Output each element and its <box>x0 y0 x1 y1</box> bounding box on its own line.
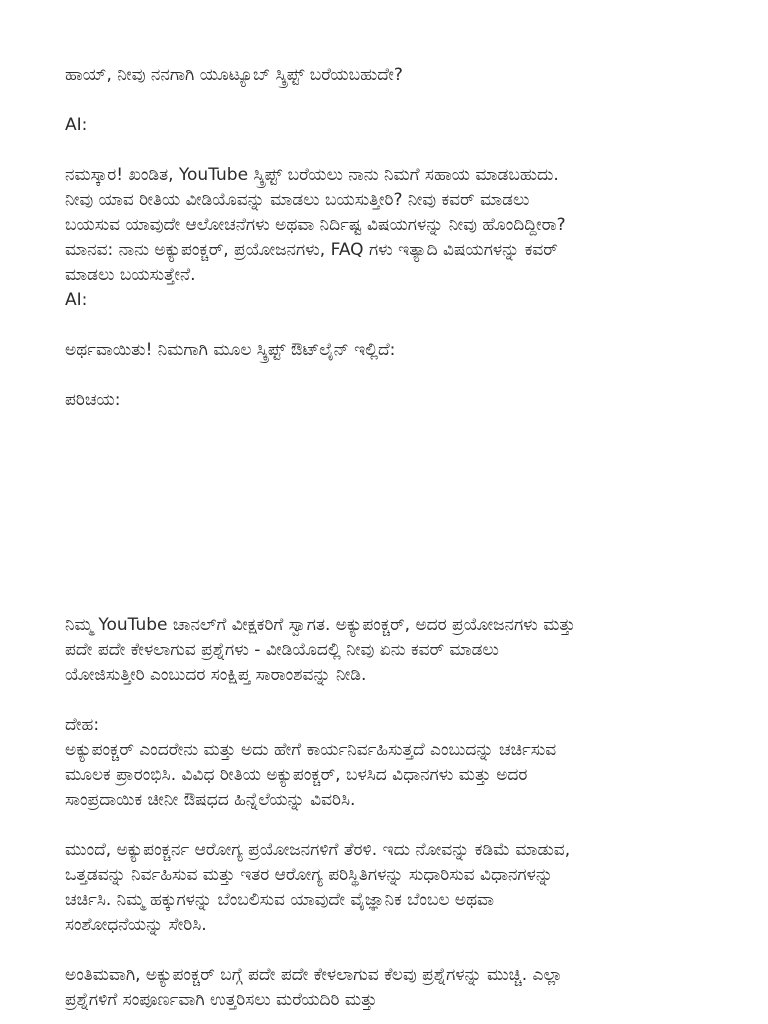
document <box>65 63 705 1013</box>
body-heading: ದೇಹ: <box>65 715 100 735</box>
paragraph-line: ಸಾಂಪ್ರದಾಯಿಕ ಚೀನೀ ಔಷಧದ ಹಿನ್ನೆಲೆಯನ್ನು ವಿವರಿಸಿ. <box>65 790 356 810</box>
paragraph-line: ನಮಸ್ಕಾರ! ಖಂಡಿತ, YouTube ಸ್ಕ್ರಿಪ್ಟ್ ಬರೆಯಲು ನಾನು ನಿಮಗೆ ಸಹಾಯ ಮಾಡಬಹುದು. <box>65 165 559 185</box>
paragraph-line: ಮಾನವ: ನಾನು ಅಕ್ಯುಪಂಕ್ಚರ್, ಪ್ರಯೋಜನಗಳು, FAQ ಗಳು ಇತ್ಯಾದಿ ವಿಷಯಗಳನ್ನು ಕವರ್ <box>65 240 558 260</box>
paragraph-line: ಮುಂದೆ, ಅಕ್ಯುಪಂಕ್ಚರ್ನ ಆರೋಗ್ಯ ಪ್ರಯೋಜನಗಳಿಗೆ ತೆರಳಿ. ಇದು ನೋವನ್ನು ಕಡಿಮೆ ಮಾಡುವ, <box>65 840 571 860</box>
paragraph-line: ಪ್ರಶ್ನೆಗಳಿಗೆ ಸಂಪೂರ್ಣವಾಗಿ ಉತ್ತರಿಸಲು ಮರೆಯದಿರಿ ಮತ್ತು <box>65 990 377 1010</box>
paragraph-line: ಪದೇ ಪದೇ ಕೇಳಲಾಗುವ ಪ್ರಶ್ನೆಗಳು - ವೀಡಿಯೊದಲ್ಲಿ ನೀವು ಏನು ಕವರ್ ಮಾಡಲು <box>65 640 499 660</box>
intro-heading: ಪರಿಚಯ: <box>65 390 121 410</box>
body-paragraph-2 <box>65 838 705 938</box>
body-paragraph-3 <box>65 963 705 1013</box>
paragraph-line: ಮೂಲಕ ಪ್ರಾರಂಭಿಸಿ. ವಿವಿಧ ರೀತಿಯ ಅಕ್ಯುಪಂಕ್ಚರ್, ಬಳಸಿದ ವಿಧಾನಗಳು ಮತ್ತು ಅದರ <box>65 765 528 785</box>
blank-space <box>65 413 705 613</box>
ai-reply-outline-intro: ಅರ್ಥವಾಯಿತು! ನಿಮಗಾಗಿ ಮೂಲ ಸ್ಕ್ರಿಪ್ಟ್ ಔಟ್‌ಲೈನ್ ಇಲ್ಲಿದೆ: <box>65 340 396 360</box>
user-prompt: ಹಾಯ್, ನೀವು ನನಗಾಗಿ ಯೂಟ್ಯೂಬ್ ಸ್ಕ್ರಿಪ್ಟ್ ಬರೆಯಬಹುದೇ? <box>65 65 403 85</box>
paragraph-line: ಅಂತಿಮವಾಗಿ, ಅಕ್ಯುಪಂಕ್ಚರ್ ಬಗ್ಗೆ ಪದೇ ಪದೇ ಕೇಳಲಾಗುವ ಕೆಲವು ಪ್ರಶ್ನೆಗಳನ್ನು ಮುಚ್ಚಿ. ಎಲ್ಲಾ <box>65 965 563 985</box>
paragraph-line: ನಿಮ್ಮ YouTube ಚಾನಲ್‌ಗೆ ವೀಕ್ಷಕರಿಗೆ ಸ್ವಾಗತ. ಅಕ್ಯುಪಂಕ್ಚರ್, ಅದರ ಪ್ರಯೋಜನಗಳು ಮತ್ತು <box>65 615 576 635</box>
ai-label: AI: <box>65 115 88 135</box>
intro-paragraph <box>65 613 705 688</box>
paragraph-line: ನೀವು ಯಾವ ರೀತಿಯ ವೀಡಿಯೊವನ್ನು ಮಾಡಲು ಬಯಸುತ್ತೀರಿ? ನೀವು ಕವರ್ ಮಾಡಲು <box>65 190 530 210</box>
body-paragraph-1 <box>65 738 705 813</box>
paragraph-line: ಬಯಸುವ ಯಾವುದೇ ಆಲೋಚನೆಗಳು ಅಥವಾ ನಿರ್ದಿಷ್ಟ ವಿಷಯಗಳನ್ನು ನೀವು ಹೊಂದಿದ್ದೀರಾ? <box>65 215 566 235</box>
paragraph-line: ಮಾಡಲು ಬಯಸುತ್ತೇನೆ. <box>65 265 196 285</box>
ai-reply-paragraph <box>65 163 705 288</box>
paragraph-line: ಒತ್ತಡವನ್ನು ನಿರ್ವಹಿಸುವ ಮತ್ತು ಇತರ ಆರೋಗ್ಯ ಪರಿಸ್ಥಿತಿಗಳನ್ನು ಸುಧಾರಿಸುವ ವಿಧಾನಗಳನ್ನು <box>65 865 553 885</box>
paragraph-line: ಚರ್ಚಿಸಿ. ನಿಮ್ಮ ಹಕ್ಕುಗಳನ್ನು ಬೆಂಬಲಿಸುವ ಯಾವುದೇ ವೈಜ್ಞಾನಿಕ ಬೆಂಬಲ ಅಥವಾ <box>65 890 494 910</box>
paragraph-line: ಯೋಜಿಸುತ್ತೀರಿ ಎಂಬುದರ ಸಂಕ್ಷಿಪ್ತ ಸಾರಾಂಶವನ್ನು ನೀಡಿ. <box>65 665 367 685</box>
paragraph-line: ಸಂಶೋಧನೆಯನ್ನು ಸೇರಿಸಿ. <box>65 915 207 935</box>
ai-label: AI: <box>65 290 88 310</box>
paragraph-line: ಅಕ್ಯುಪಂಕ್ಚರ್ ಎಂದರೇನು ಮತ್ತು ಅದು ಹೇಗೆ ಕಾರ್ಯನಿರ್ವಹಿಸುತ್ತದೆ ಎಂಬುದನ್ನು ಚರ್ಚಿಸುವ <box>65 740 557 760</box>
